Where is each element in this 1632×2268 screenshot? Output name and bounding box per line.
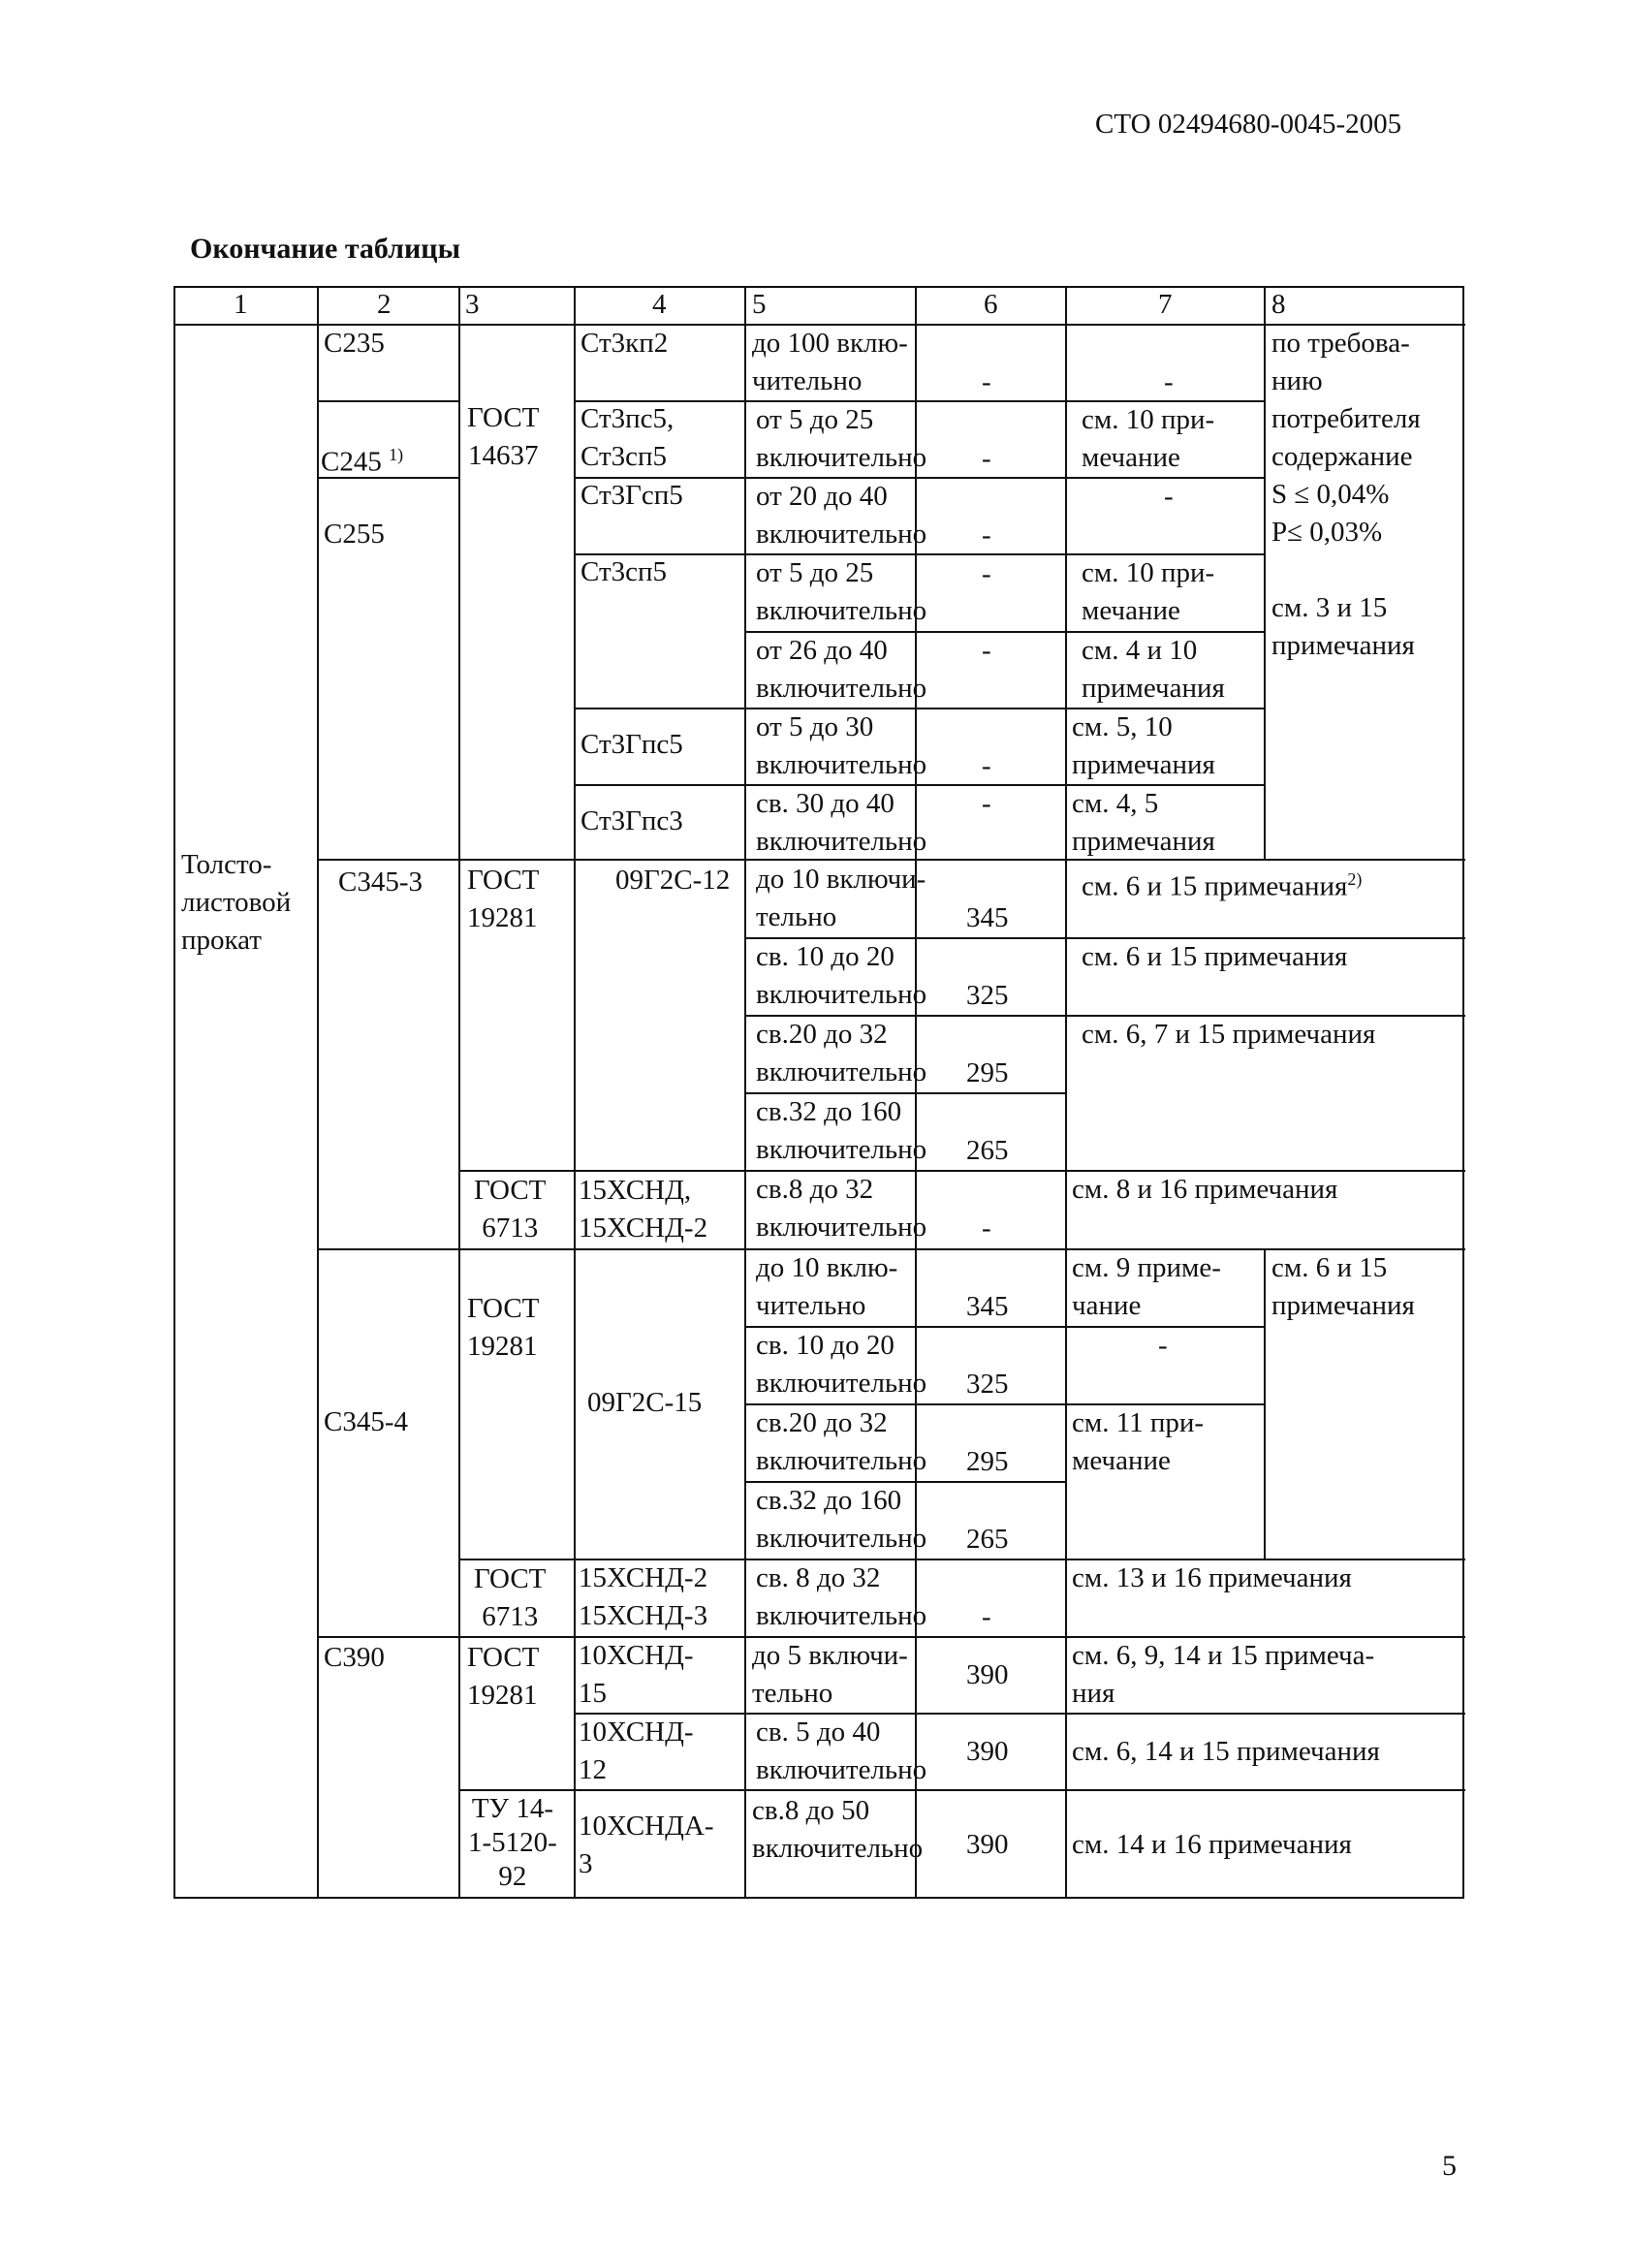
- yield-cell: 325: [966, 980, 1009, 1011]
- grade-c390: С390: [324, 1642, 385, 1673]
- standard-tu: ТУ 14- 1-5120- 92: [468, 1793, 557, 1892]
- steel-09g2s-15: 09Г2С-15: [587, 1387, 703, 1418]
- yield-cell: 390: [966, 1829, 1009, 1860]
- note-cell: см. 4, 5 примечания: [1072, 788, 1215, 857]
- yield-cell: 325: [966, 1369, 1009, 1400]
- header-col-7: 7: [1158, 289, 1173, 320]
- yield-cell: -: [982, 635, 991, 666]
- footnote-mark: 1): [389, 445, 404, 464]
- standard-gost-14637: ГОСТ 14637: [467, 402, 540, 471]
- yield-cell: 295: [966, 1057, 1009, 1088]
- merged-note: см. 6 и 15 примечания: [1082, 941, 1348, 972]
- thickness-cell: св. 5 до 40 включительно: [756, 1717, 927, 1785]
- standard-gost-6713: ГОСТ 6713: [474, 1175, 547, 1244]
- thickness-cell: св.32 до 160 включительно: [756, 1485, 927, 1554]
- standard-gost-19281: ГОСТ 19281: [467, 865, 540, 933]
- thickness-cell: до 10 включи- тельно: [756, 864, 926, 932]
- thickness-cell: св.8 до 32 включительно: [756, 1174, 927, 1243]
- thickness-cell: св.20 до 32 включительно: [756, 1019, 927, 1087]
- note-cell: -: [1164, 481, 1174, 512]
- merged-note: см. 6 и 15 примечания$^{2)}$: [1082, 869, 1363, 902]
- merged-note: см. 13 и 16 примечания: [1072, 1562, 1352, 1593]
- note-cell: см. 10 при- мечание: [1082, 557, 1215, 626]
- thickness-cell: от 5 до 25 включительно: [756, 404, 927, 473]
- yield-cell: -: [982, 1213, 991, 1244]
- thickness-cell: св. 10 до 20 включительно: [756, 941, 927, 1010]
- yield-cell: -: [982, 366, 991, 397]
- note-cell: см. 10 при- мечание: [1082, 404, 1215, 473]
- yield-cell: 265: [966, 1135, 1009, 1166]
- steel-10hsnd-15: 10ХСНД- 15: [579, 1640, 694, 1709]
- thickness-cell: от 5 до 30 включительно: [756, 711, 927, 780]
- page-number: 5: [1442, 2150, 1457, 2182]
- yield-cell: -: [982, 520, 991, 551]
- product-name: Толсто- листовой прокат: [181, 849, 292, 956]
- header-col-2: 2: [377, 289, 392, 320]
- header-col-8: 8: [1271, 289, 1286, 320]
- steel-st3gsp5: Ст3Гсп5: [581, 480, 683, 511]
- note-cell: см. 4 и 10 примечания: [1082, 635, 1225, 704]
- thickness-cell: св.8 до 50 включительно: [752, 1795, 924, 1864]
- steel-st3gps3: Ст3Гпс3: [581, 805, 683, 836]
- merged-note: см. 6, 7 и 15 примечания: [1082, 1019, 1376, 1050]
- note-cell: см. 6 и 15 примечания: [1271, 1252, 1415, 1321]
- yield-cell: 265: [966, 1524, 1009, 1555]
- yield-cell: -: [982, 788, 991, 819]
- note-cell: см. 11 при- мечание: [1072, 1407, 1205, 1476]
- header-col-4: 4: [652, 289, 667, 320]
- yield-cell: 390: [966, 1736, 1009, 1767]
- thickness-cell: св. 30 до 40 включительно: [756, 788, 927, 857]
- header-col-1: 1: [234, 289, 248, 320]
- note-cell: см. 5, 10 примечания: [1072, 711, 1215, 780]
- steel-st3sp5: Ст3сп5: [581, 556, 668, 587]
- grade-c345-3: С345-3: [338, 866, 423, 898]
- merged-note: см. 6, 14 и 15 примечания: [1072, 1736, 1380, 1767]
- yield-cell: -: [982, 750, 991, 781]
- thickness-cell: от 5 до 25 включительно: [756, 557, 927, 626]
- steel-10hsnd-12: 10ХСНД- 12: [579, 1717, 694, 1785]
- steel-10hsnda-3: 10ХСНДА- 3: [579, 1811, 714, 1879]
- grade-c245: С245 $^{1)}$: [321, 445, 404, 478]
- yield-cell: 345: [966, 902, 1009, 933]
- yield-cell: 345: [966, 1291, 1009, 1322]
- thickness-cell: до 5 включи- тельно: [752, 1640, 908, 1709]
- yield-cell: 295: [966, 1446, 1009, 1477]
- requirements-note: по требова- нию потребителя содержание S ≤ 0,04% P≤ 0,03% см. 3 и 15 примечания: [1271, 328, 1421, 661]
- standard-gost-19281: ГОСТ 19281: [467, 1293, 540, 1362]
- standard-gost-19281: ГОСТ 19281: [467, 1642, 540, 1711]
- merged-note: см. 8 и 16 примечания: [1072, 1174, 1338, 1205]
- thickness-cell: св.20 до 32 включительно: [756, 1407, 927, 1476]
- thickness-cell: св. 8 до 32 включительно: [756, 1562, 927, 1631]
- document-code: СТО 02494680-0045-2005: [1095, 109, 1402, 140]
- thickness-cell: от 26 до 40 включительно: [756, 635, 927, 704]
- thickness-cell: до 100 вклю- чительно: [752, 328, 908, 396]
- merged-note: см. 14 и 16 примечания: [1072, 1829, 1352, 1860]
- steel-st3ps5: Ст3пс5, Ст3сп5: [581, 403, 675, 472]
- steel-15hsnd: 15ХСНД, 15ХСНД-2: [579, 1175, 708, 1244]
- steel-15hsnd-2-3: 15ХСНД-2 15ХСНД-3: [579, 1562, 708, 1631]
- yield-cell: -: [982, 443, 991, 474]
- table-caption: Окончание таблицы: [190, 233, 460, 265]
- thickness-cell: св.32 до 160 включительно: [756, 1096, 927, 1165]
- header-col-6: 6: [984, 289, 998, 320]
- steel-st3kp2: Ст3кп2: [581, 328, 669, 359]
- grade-c255: С255: [324, 519, 385, 550]
- header-col-5: 5: [752, 289, 767, 320]
- thickness-cell: до 10 вклю- чительно: [756, 1252, 898, 1321]
- grade-c345-4: С345-4: [324, 1406, 408, 1437]
- note-cell: см. 9 приме- чание: [1072, 1252, 1221, 1321]
- thickness-cell: св. 10 до 20 включительно: [756, 1330, 927, 1399]
- header-col-3: 3: [465, 289, 480, 320]
- steel-st3gps5: Ст3Гпс5: [581, 729, 683, 760]
- yield-cell: 390: [966, 1659, 1009, 1690]
- yield-cell: -: [982, 558, 991, 589]
- steel-table: [173, 286, 1465, 1899]
- standard-gost-6713: ГОСТ 6713: [474, 1563, 547, 1632]
- footnote-mark: 2): [1347, 869, 1363, 889]
- merged-note: см. 6, 9, 14 и 15 примеча- ния: [1072, 1640, 1375, 1709]
- grade-c235: С235: [324, 328, 385, 359]
- note-cell: -: [1158, 1330, 1168, 1361]
- steel-09g2s-12: 09Г2С-12: [615, 865, 731, 896]
- thickness-cell: от 20 до 40 включительно: [756, 481, 927, 550]
- yield-cell: -: [982, 1601, 991, 1632]
- note-cell: -: [1164, 366, 1174, 397]
